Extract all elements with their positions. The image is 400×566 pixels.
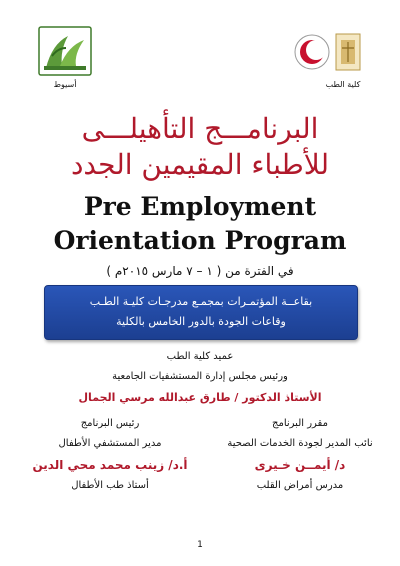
program-period: في الفترة من ( ١ – ٧ مارس ٢٠١٥م ) [106, 264, 294, 278]
logo-left-caption: أسيوط [53, 80, 77, 89]
chair-name: أ.د/ زينب محمد محي الدين [32, 458, 188, 472]
page-number: 1 [197, 540, 203, 550]
chair-position: أستاذ طب الأطفال [71, 480, 149, 491]
venue-banner [44, 285, 358, 340]
english-title-line-1: Pre Employment [83, 192, 317, 221]
board-president-title: ورئيس مجلس إدارة المستشفيات الجامعية [112, 371, 288, 382]
faculty-of-medicine-logo [292, 30, 364, 90]
arabic-title-line-1: البرنامـــج التأهيلـــى [81, 112, 319, 145]
coordinator-role: مقرر البرنامج [272, 418, 328, 429]
assiut-university-logo [38, 26, 92, 88]
coordinator-position: مدرس أمراض القلب [256, 480, 344, 491]
coordinator-name: د/ أيمــن خـيرى [254, 458, 346, 472]
chair-title: مدير المستشفي الأطفال [58, 438, 162, 449]
dean-title: عميد كلية الطب [166, 351, 234, 362]
patron-name: الأستاذ الدكتور / طارق عبدالله مرسي الجمال [78, 391, 322, 404]
venue-line-1: بقاعــة المؤتمـرات بمجمـع مدرجـات كليـة الطـب [89, 295, 313, 308]
chair-role: رئيس البرنامج [80, 418, 140, 429]
crescent-emblem-icon [292, 30, 364, 76]
tree-logo-icon [38, 26, 92, 76]
venue-line-2: وقاعات الجودة بالدور الخامس بالكلية [116, 315, 286, 328]
coordinator-title: نائب المدير لجودة الخدمات الصحية [227, 438, 373, 449]
logo-right-caption: كلية الطب [325, 80, 361, 89]
arabic-title-line-2: للأطباء المقيمين الجدد [70, 148, 330, 181]
english-title-line-2: Orientation Program [53, 226, 347, 255]
